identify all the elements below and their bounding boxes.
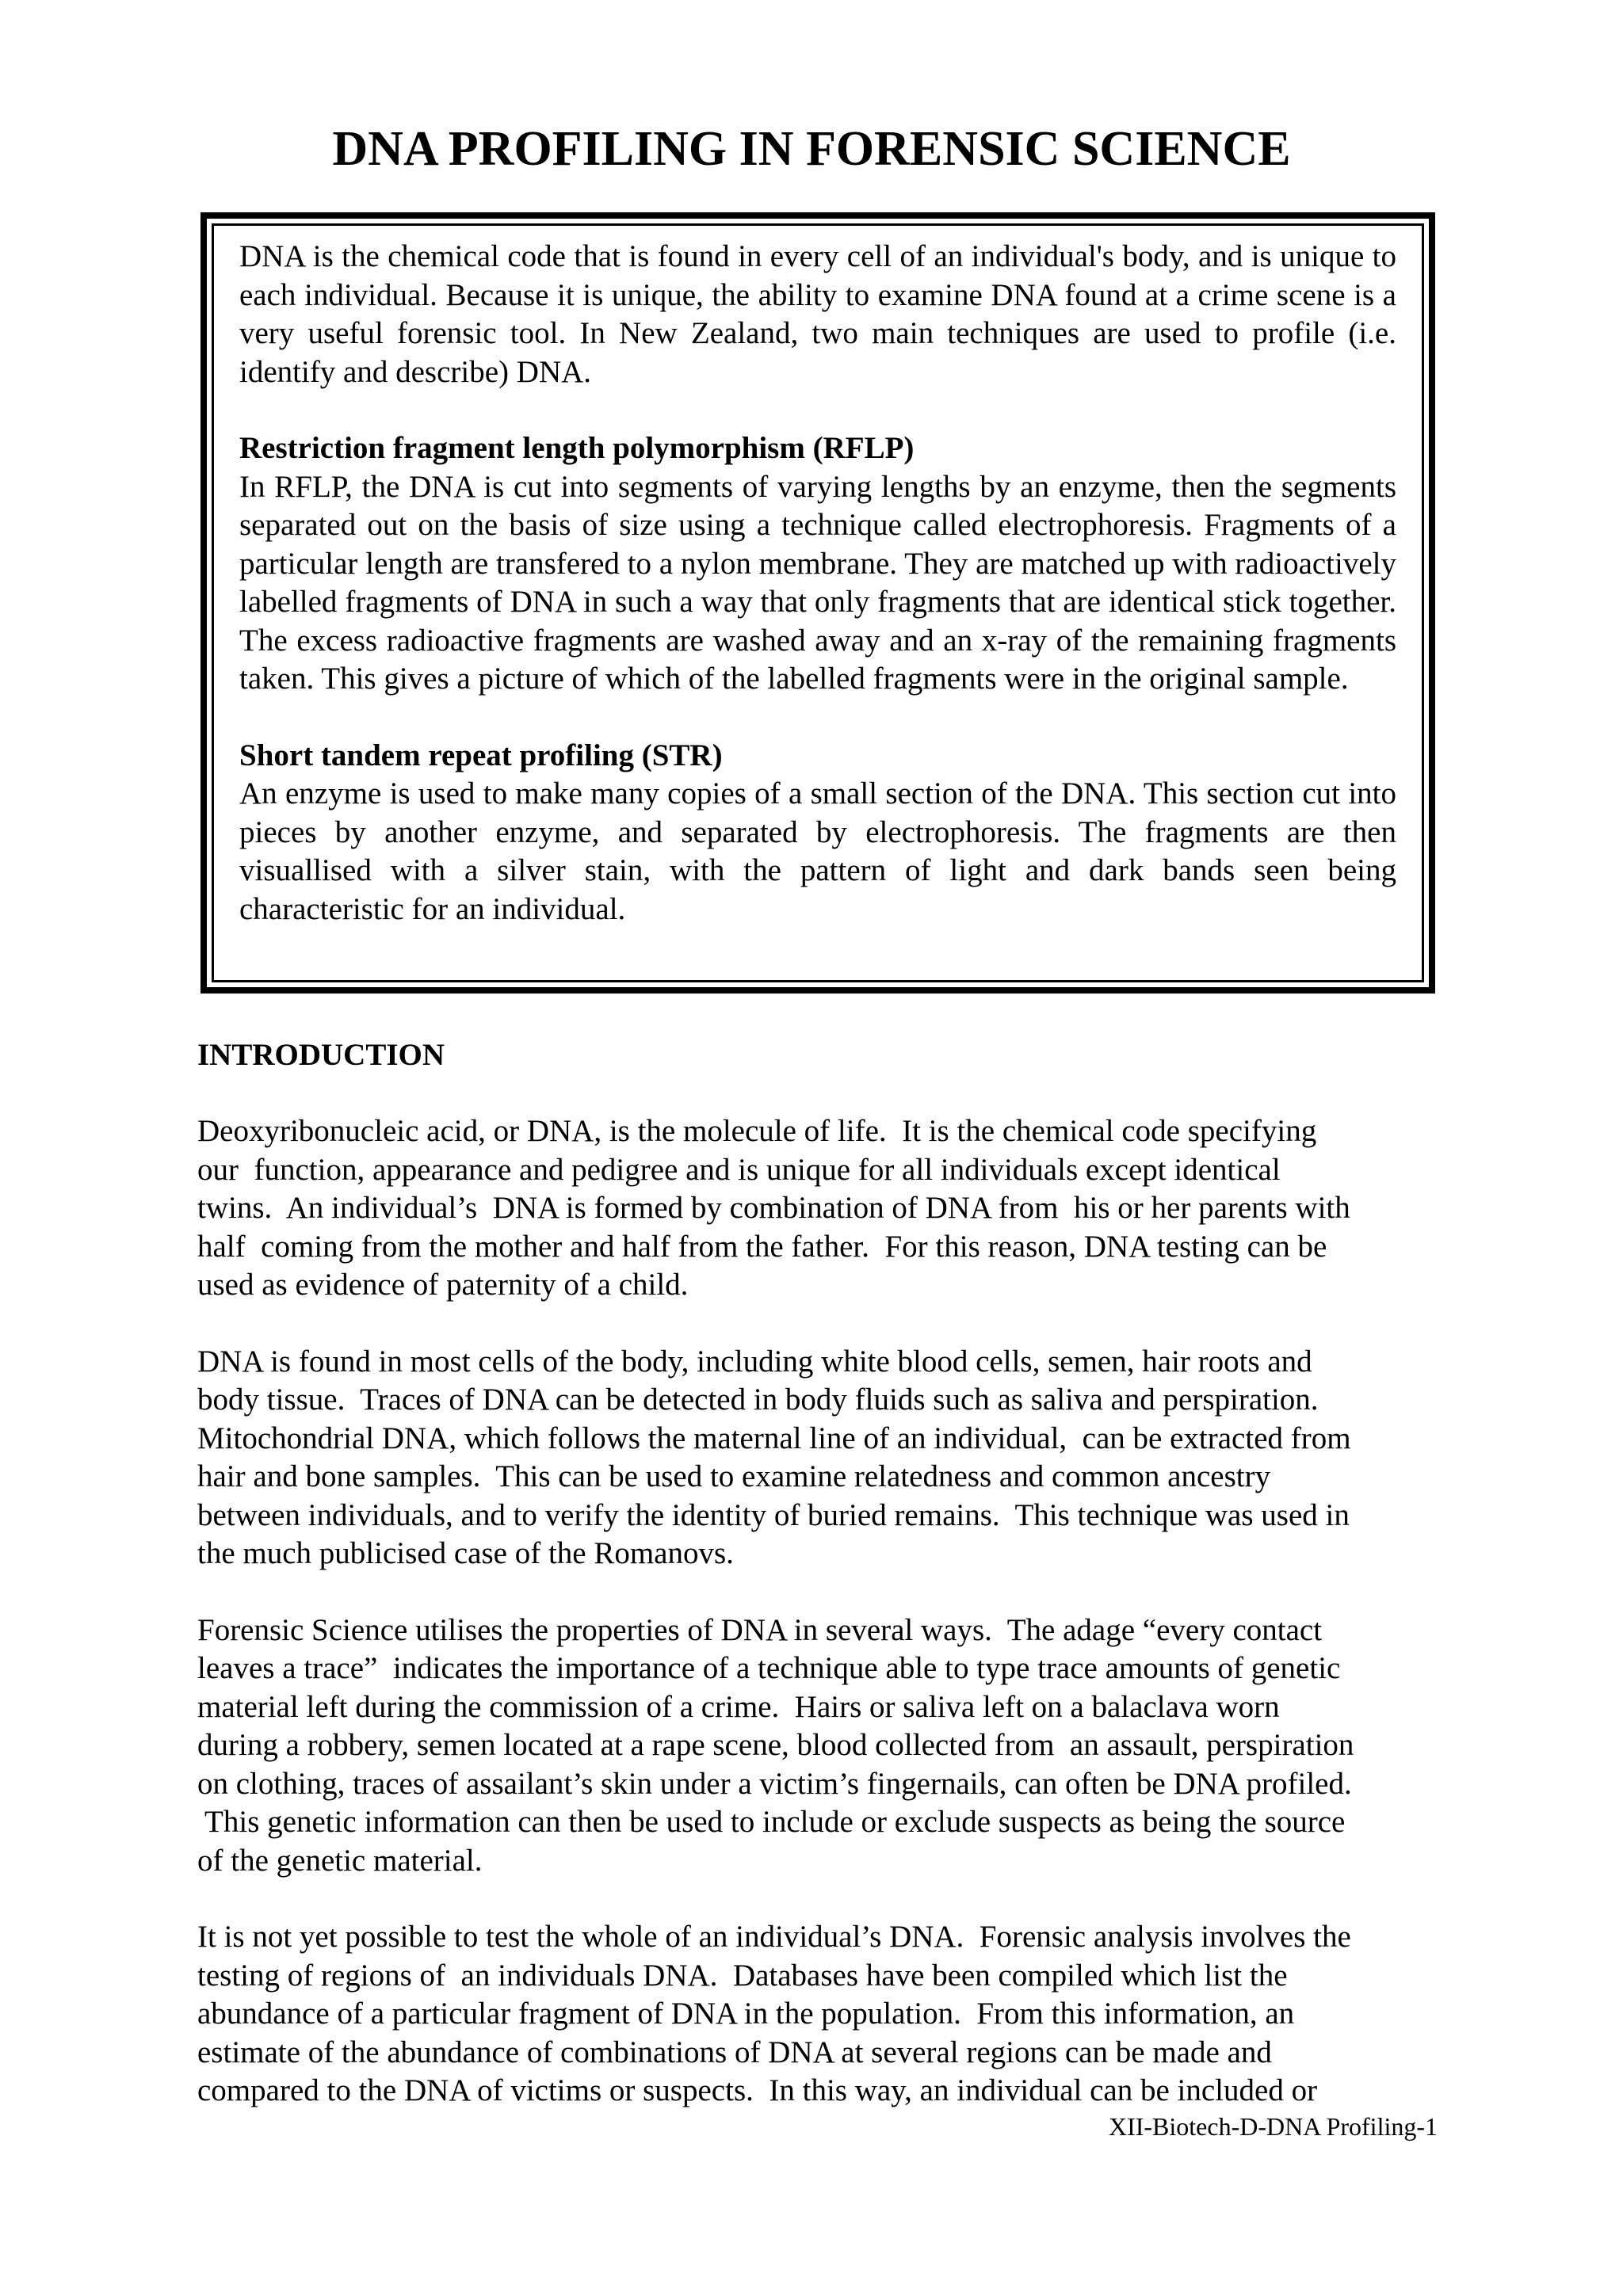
intro-paragraph-1 (197, 1112, 1442, 1305)
text-line: leaves a trace” indicates the importance of a technique able to type trace amounts of genetic (197, 1651, 1341, 1685)
str-paragraph: An enzyme is used to make many copies of a small section of the DNA. This section cut into pieces by another enzyme, and separated by electrophoresis. The fragments are then visuallised with a silver stain, with the pattern of light and dark bands seen being characteristic for an individual. (239, 776, 1396, 926)
intro-paragraph-2 (197, 1343, 1442, 1573)
text-line: Mitochondrial DNA, which follows the maternal line of an individual, can be extracted from (197, 1421, 1351, 1455)
text-line: material left during the commission of a crime. Hairs or saliva left on a balaclava worn (197, 1689, 1280, 1724)
summary-intro-paragraph: DNA is the chemical code that is found in every cell of an individual's body, and is unique to each individual. Because it is unique, the ability to examine DNA found at a crime scene is a very useful forensic tool. In New Zealand, two main techniques are used to profile (i.e. identify and describe) DNA. (239, 239, 1396, 389)
page-footer: XII-Biotech-D-DNA Profiling-1 (1108, 2112, 1438, 2141)
text-line: used as evidence of paternity of a child. (197, 1268, 689, 1302)
page-title: DNA PROFILING IN FORENSIC SCIENCE (332, 122, 1291, 176)
text-line: during a robbery, semen located at a rape scene, blood collected from an assault, perspiration (197, 1728, 1354, 1762)
introduction-body (197, 1112, 1442, 2149)
text-line: compared to the DNA of victims or suspects. In this way, an individual can be included or (197, 2073, 1318, 2107)
text-line: between individuals, and to verify the identity of buried remains. This technique was used in (197, 1497, 1350, 1532)
rflp-heading: Restriction fragment length polymorphism (RFLP) (239, 431, 915, 465)
text-line: the much publicised case of the Romanovs. (197, 1536, 734, 1570)
text-line: This genetic information can then be used to include or exclude suspects as being the source (197, 1805, 1346, 1839)
rflp-paragraph: In RFLP, the DNA is cut into segments of varying lengths by an enzyme, then the segments separated out on the basis of size using a technique called electrophoresis. Fragments of a particular length are transfered to a nylon membrane. They are matched up with radioactively labelled fragments of DNA in such a way that only fragments that are identical stick together. The excess radioactive fragments are washed away and an x-ray of the remaining fragments taken. This gives a picture of which of the labelled fragments were in the original sample. (239, 469, 1396, 696)
text-line: DNA is found in most cells of the body, including white blood cells, semen, hair roots and (197, 1344, 1312, 1379)
text-line: hair and bone samples. This can be used to examine relatedness and common ancestry (197, 1459, 1271, 1493)
introduction-heading: INTRODUCTION (197, 1038, 445, 1072)
text-line: twins. An individual’s DNA is formed by combination of DNA from his or her parents with (197, 1191, 1350, 1225)
text-line: body tissue. Traces of DNA can be detected in body fluids such as saliva and perspiration. (197, 1383, 1319, 1417)
intro-paragraph-3 (197, 1611, 1442, 1881)
text-line: half coming from the mother and half from the father. For this reason, DNA testing can be (197, 1229, 1327, 1264)
text-line: our function, appearance and pedigree and is unique for all individuals except identical (197, 1152, 1281, 1187)
text-line: of the genetic material. (197, 1843, 483, 1878)
text-line: testing of regions of an individuals DNA. Databases have been compiled which list the (197, 1958, 1288, 1993)
text-line: estimate of the abundance of combinations of DNA at several regions can be made and (197, 2035, 1272, 2069)
text-line: Deoxyribonucleic acid, or DNA, is the molecule of life. It is the chemical code specifying (197, 1114, 1317, 1148)
summary-box-content (239, 238, 1396, 929)
str-heading: Short tandem repeat profiling (STR) (239, 738, 723, 772)
text-line: Forensic Science utilises the properties of DNA in several ways. The adage “every contact (197, 1612, 1323, 1647)
intro-paragraph-4 (197, 1918, 1442, 2111)
text-line: on clothing, traces of assailant’s skin under a victim’s fingernails, can often be DNA profiled. (197, 1766, 1352, 1801)
text-line: It is not yet possible to test the whole of an individual’s DNA. Forensic analysis involves the (197, 1920, 1351, 1954)
text-line: abundance of a particular fragment of DNA in the population. From this information, an (197, 1997, 1295, 2031)
